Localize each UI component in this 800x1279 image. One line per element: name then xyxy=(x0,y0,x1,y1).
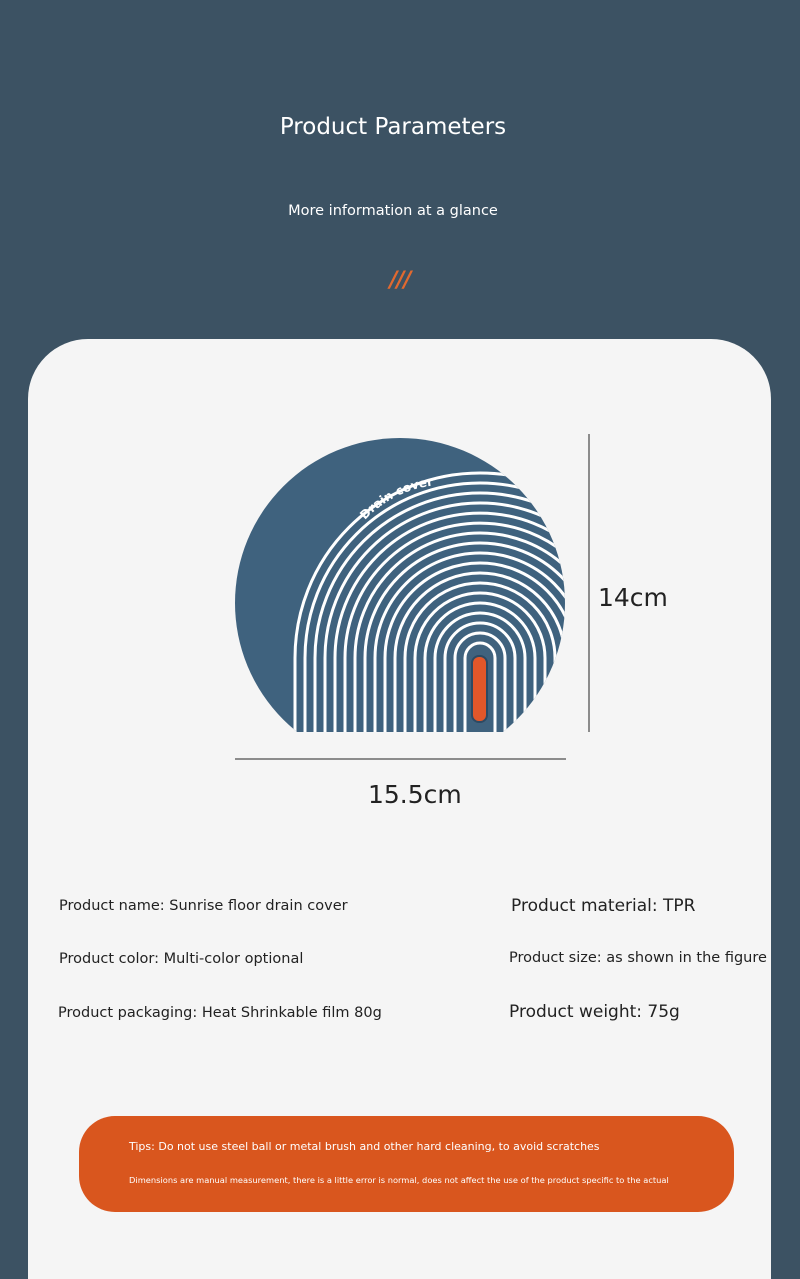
param-value: Heat Shrinkable film 80g xyxy=(201,1005,382,1021)
tip-line-1: Tips: Do not use steel ball or metal brush and other hard cleaning, to avoid scratches xyxy=(129,1140,600,1153)
param-product-name xyxy=(59,898,348,914)
width-label: 15.5cm xyxy=(368,780,462,809)
param-product-color xyxy=(59,951,303,967)
param-value: Multi-color optional xyxy=(163,951,304,967)
height-label: 14cm xyxy=(598,583,668,612)
param-product-size xyxy=(509,950,767,966)
param-label: Product color: xyxy=(59,951,159,967)
param-label: Product name: xyxy=(59,898,165,914)
param-label: Product packaging: xyxy=(58,1005,198,1021)
tips-banner xyxy=(79,1116,734,1212)
param-value: as shown in the figure xyxy=(606,950,767,966)
product-label-text: Drain cover xyxy=(357,474,434,523)
param-label: Product weight: xyxy=(509,1002,642,1022)
param-value: TPR xyxy=(663,896,696,916)
decorative-slashes: /// xyxy=(389,268,411,293)
page-subtitle: More information at a glance xyxy=(288,203,498,219)
param-product-material xyxy=(511,896,696,916)
param-label: Product size: xyxy=(509,950,602,966)
param-product-weight xyxy=(509,1002,680,1022)
param-product-packaging xyxy=(58,1005,382,1021)
param-value: Sunrise floor drain cover xyxy=(169,898,348,914)
drain-handle xyxy=(472,656,487,722)
page-title: Product Parameters xyxy=(279,114,507,140)
tip-line-2: Dimensions are manual measurement, there is a little error is normal, does not affect the use of the product specific to the actual xyxy=(129,1175,669,1185)
param-value: 75g xyxy=(647,1002,680,1022)
param-label: Product material: xyxy=(511,896,658,916)
